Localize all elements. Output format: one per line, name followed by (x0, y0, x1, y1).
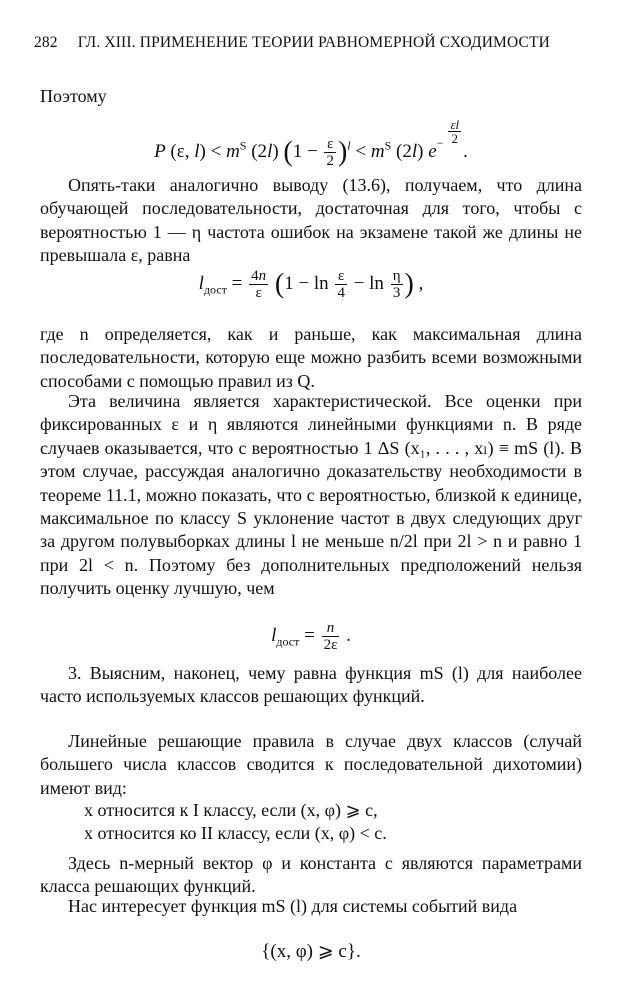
case-class-2: x относится ко II классу, если (x, φ) < c. (84, 823, 387, 843)
case-class-1: x относится к I классу, если (x, φ) ⩾ c, (84, 800, 378, 820)
formula-l-dost: $l_{дост}$ = $\frac{4n}{\varepsilon}$ (1 − ln $\frac{\varepsilon}{4}$ − ln $\frac{\eta}{3}$ ) , (198, 268, 424, 301)
page-header (34, 34, 590, 52)
formula-event-system: {(x, φ) ⩾ c}. (261, 941, 361, 962)
paragraph-4: 3. Выясним, наконец, чему равна функция mS (l) для наиболее часто используемых классов решающих функций. (40, 663, 582, 707)
paragraph-5: Линейные решающие правила в случае двух классов (случай большего числа классов сводится к последовательной дихотомии) имеют вид: (40, 731, 582, 798)
paragraph-7: Нас интересует функция mS (l) для системы событий вида (68, 896, 518, 916)
paragraph-6: Здесь n-мерный вектор φ и константа c являются параметрами класса решающих функций. (40, 853, 582, 897)
page-number: 282 (34, 34, 58, 51)
formula-probability-bound: P (ε, $l) < m^S$ (2l) (1 − $\frac{\varepsilon}{2}$ )$^l < m^S$ (2l) $e^{- \frac{\varepsilon l}{2}}$ . (154, 117, 468, 170)
running-title: ГЛ. XIII. ПРИМЕНЕНИЕ ТЕОРИИ РАВНОМЕРНОЙ СХОДИМОСТИ (77, 34, 550, 51)
paragraph-2: где n определяется, как и раньше, как максимальная длина последовательности, которую еще можно разбить всеми возможными способами с помощью правил из Q. (40, 324, 582, 391)
paragraph-3: Эта величина является характеристической. Все оценки при фиксированных ε и η являются линейными функциями n. В ряде случаев оказывается, что с вероятностью 1 ΔS (x₁, . . . , xₗ) ≡ mS (l). В этом случае, рассуждая аналогично доказательству необходимости в теореме 11.1, можно показать, что с вероятностью, близкой к единице, максимальное по классу S уклонение частот в двух следующих друг за другом полувыборках длины l не меньше n/2l при 2l > n и равно 1 при 2l < n. Поэтому без дополнительных предположений нельзя получить оценку лучшую, чем (40, 391, 582, 599)
paragraph-1: Опять-таки аналогично выводу (13.6), получаем, что длина обучающей последовательности, достаточная для того, чтобы с вероятностью 1 — η частота ошибок на экзамене такой же длины не превышала ε, равна (40, 175, 582, 266)
decision-rule-cases (84, 799, 387, 845)
formula-l-dost-lower: $l_{дост}$ = $\frac{n}{2\varepsilon}$ . (271, 620, 351, 653)
therefore-line: Поэтому (40, 86, 107, 106)
